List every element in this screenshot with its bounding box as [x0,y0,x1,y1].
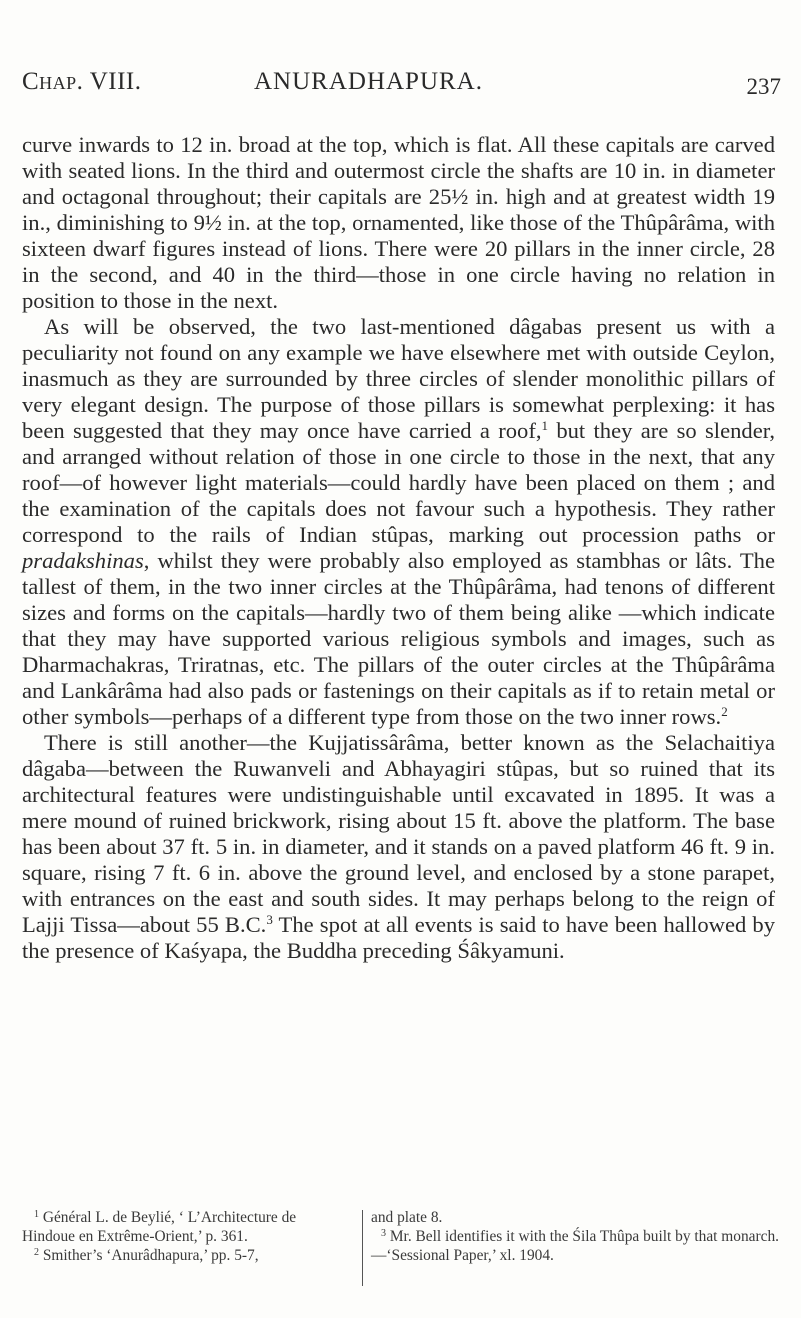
paragraph-2-part-b: but they are so slender, and arranged without relation of those in one circle to those in the next, that any roof—of however light materials—could hardly have been placed on them ; and the examination of the capitals does not favour such a hypothesis. They rather correspond to the rails of Indian stûpas, marking out procession paths or [22,418,775,547]
paragraph-3-part-b: The spot at all events is said to have been hallowed by the presence of Kaśyapa, the Buddha preceding Śâkyamuni. [22,912,775,963]
footnotes-right-column [371,1208,780,1265]
footnote-2-mark: 2 [34,1247,39,1258]
page-number: 237 [746,74,781,99]
footnote-1-text: Général L. de Beylié, ‘ L’Architecture de Hindoue en Extrême-Orient,’ p. 361. [22,1209,297,1245]
pradakshinas-term: pradakshinas [22,548,144,573]
footnote-2-text: Smither’s ‘Anurâdhapura,’ pp. 5-7, [42,1247,259,1264]
footnote-3-text: Mr. Bell identifies it with the Śila Thûpa built by that monarch.—‘Sessional Paper,’ xl. 1904. [371,1228,779,1264]
footnote-3-mark: 3 [381,1228,386,1239]
footnote-ref-2: 2 [721,704,728,719]
footnote-2-continued: and plate 8. [371,1209,443,1226]
footnote-ref-3: 3 [266,912,273,927]
paragraph-1: curve inwards to 12 in. broad at the top, which is flat. All these capitals are carved with seated lions. In the third and outermost circle the shafts are 10 in. in diameter and octagonal throughout; their capitals are 25½ in. high and at greatest width 19 in., diminishing to 9½ in. at the top, ornamented, like those of the Thûpârâma, with sixteen dwarf figures instead of lions. There were 20 pillars in the inner circle, 28 in the second, and 40 in the third—those in one circle having no relation in position to those in the next. [22,132,775,313]
paragraph-3-part-a: There is still another—the Kujjatissârâma, better known as the Selachaitiya dâgaba—between the Ruwanveli and Abhayagiri stûpas, but so ruined that its architectural features were undistinguishable until excavated in 1895. It was a mere mound of ruined brickwork, rising about 15 ft. above the platform. The base has been about 37 ft. 5 in. in diameter, and it stands on a paved platform 46 ft. 9 in. square, rising 7 ft. 6 in. above the ground level, and enclosed by a stone parapet, with entrances on the east and south sides. It may perhaps belong to the reign of Lajji Tissa—about 55 B.C. [22,730,775,937]
running-header [22,68,781,108]
chapter-label: Chap. VIII. [22,68,142,95]
paragraph-2-part-a: As will be observed, the two last-mentioned dâgabas present us with a peculiarity not found on any example we have elsewhere met with outside Ceylon, inasmuch as they are surrounded by three circles of slender monolithic pillars of very elegant design. The purpose of those pillars is somewhat perplexing: it has been suggested that they may once have carried a roof, [22,314,775,443]
footnote-1-mark: 1 [34,1209,39,1220]
footnote-1 [22,1208,352,1246]
paragraph-2-part-c: , whilst they were probably also employed as stambhas or lâts. The tallest of them, in the two inner circles at the Thûpârâma, had tenons of different sizes and forms on the capitals—hardly two of them being alike —which indicate that they may have supported various religious symbols and images, such as Dharmachakras, Triratnas, etc. The pillars of the outer circles at the Thûpârâma and Lankârâma had also pads or fastenings on their capitals as if to retain metal or other symbols—perhaps of a different type from those on the two inner rows. [22,548,775,729]
footnotes-left-column [22,1208,352,1265]
footnote-ref-1: 1 [541,418,549,433]
running-title: ANURADHAPURA. [254,68,483,95]
footnote-column-divider [362,1210,363,1286]
paragraph-3 [22,730,775,964]
footnote-3 [371,1227,780,1265]
paragraph-2 [22,314,775,730]
footnote-2 [22,1246,352,1265]
main-text [22,132,775,964]
